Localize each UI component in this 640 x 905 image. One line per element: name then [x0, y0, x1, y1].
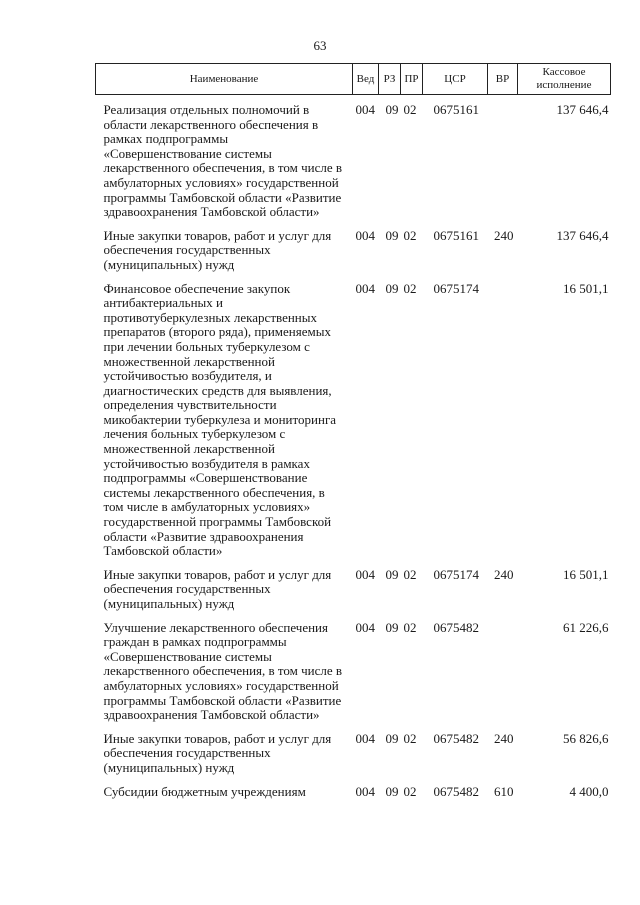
- table-row: [96, 95, 611, 229]
- row-csr: 0675482: [433, 619, 479, 635]
- row-rz: 09: [385, 783, 399, 799]
- table-row: [96, 568, 611, 621]
- row-sum: 61 226,6: [563, 619, 609, 635]
- row-pr: 02: [403, 227, 417, 243]
- row-vr: [488, 95, 518, 229]
- row-vr: 240: [494, 227, 514, 243]
- table-row: [96, 282, 611, 568]
- row-sum: 16 501,1: [563, 566, 609, 582]
- row-name: Иные закупки товаров, работ и услуг для обеспечения государственных (муниципальных) нужд: [103, 566, 332, 611]
- row-ved: 004: [355, 227, 375, 243]
- header-ved: Вед: [353, 64, 379, 95]
- row-rz: 09: [385, 730, 399, 746]
- row-sum: 16 501,1: [563, 280, 609, 296]
- header-vr: ВР: [488, 64, 518, 95]
- row-name: Улучшение лекарственного обеспечения граждан в рамках подпрограммы «Совершенствование системы лекарственного обеспечения, в том числе в амбулаторных условиях» государственной программы Тамбовской области «Развитие здравоохранения Тамбовской области»: [103, 619, 343, 723]
- row-ved: 004: [355, 619, 375, 635]
- row-ved: 004: [355, 783, 375, 799]
- row-vr: 610: [494, 783, 514, 799]
- row-pr: 02: [403, 783, 417, 799]
- table-row: [96, 785, 611, 809]
- table-row: [96, 621, 611, 732]
- row-pr: 02: [403, 280, 417, 296]
- page-number: 63: [313, 38, 327, 53]
- row-ved: 004: [355, 280, 375, 296]
- budget-table: [95, 63, 611, 808]
- row-name: Финансовое обеспечение закупок антибактериальных и противотуберкулезных лекарственных препаратов (второго ряда), применяемых при лечении больных туберкулезом с множественной лекарственной устойчивостью возбудителя, и диагностических средств для выявления, определения чувствительности микобактерии туберкулеза и мониторинга лечения больных туберкулезом с множественной лекарственной устойчивостью возбудителя в рамках подпрограммы «Совершенствование системы лекарственного обеспечения, в том числе в амбулаторных условиях» государственной программы Тамбовской области «Развитие здравоохранения Тамбовской области»: [103, 280, 337, 559]
- row-rz: 09: [385, 280, 399, 296]
- row-rz: 09: [385, 619, 399, 635]
- row-pr: 02: [403, 619, 417, 635]
- header-pr: ПР: [401, 64, 423, 95]
- header-sum: Кассовое исполнение: [518, 64, 611, 95]
- row-csr: 0675174: [433, 280, 479, 296]
- header-rz: РЗ: [379, 64, 401, 95]
- row-ved: 004: [355, 102, 375, 117]
- row-csr: 0675174: [433, 566, 479, 582]
- row-name: Субсидии бюджетным учреждениям: [103, 783, 306, 799]
- row-name: Иные закупки товаров, работ и услуг для обеспечения государственных (муниципальных) нужд: [103, 227, 332, 272]
- row-csr: 0675482: [433, 730, 479, 746]
- row-rz: 09: [385, 227, 399, 243]
- row-vr: [488, 282, 518, 568]
- header-name: Наименование: [96, 64, 353, 95]
- row-csr: 0675482: [433, 783, 479, 799]
- row-ved: 004: [355, 566, 375, 582]
- row-sum: 56 826,6: [563, 730, 609, 746]
- row-csr: 0675161: [433, 227, 479, 243]
- table-header-row: [96, 64, 611, 95]
- row-name: Реализация отдельных полномочий в области лекарственного обеспечения в рамках подпрограммы «Совершенствование системы лекарственного обеспечения, в том числе в амбулаторных условиях» государственной программы Тамбовской области «Развитие здравоохранения Тамбовской области»: [103, 102, 343, 220]
- row-sum: 137 646,4: [556, 227, 609, 243]
- row-name: Иные закупки товаров, работ и услуг для обеспечения государственных (муниципальных) нужд: [103, 730, 332, 775]
- row-vr: [488, 621, 518, 732]
- row-sum: 4 400,0: [569, 783, 609, 799]
- row-vr: 240: [494, 566, 514, 582]
- row-sum: 137 646,4: [556, 102, 609, 117]
- row-rz: 09: [385, 566, 399, 582]
- table-row: [96, 229, 611, 282]
- row-pr: 02: [403, 730, 417, 746]
- row-pr: 02: [403, 102, 417, 117]
- row-rz: 09: [385, 102, 399, 117]
- row-ved: 004: [355, 730, 375, 746]
- row-vr: 240: [494, 730, 514, 746]
- row-csr: 0675161: [433, 102, 479, 117]
- row-pr: 02: [403, 566, 417, 582]
- header-csr: ЦСР: [423, 64, 488, 95]
- table-row: [96, 732, 611, 785]
